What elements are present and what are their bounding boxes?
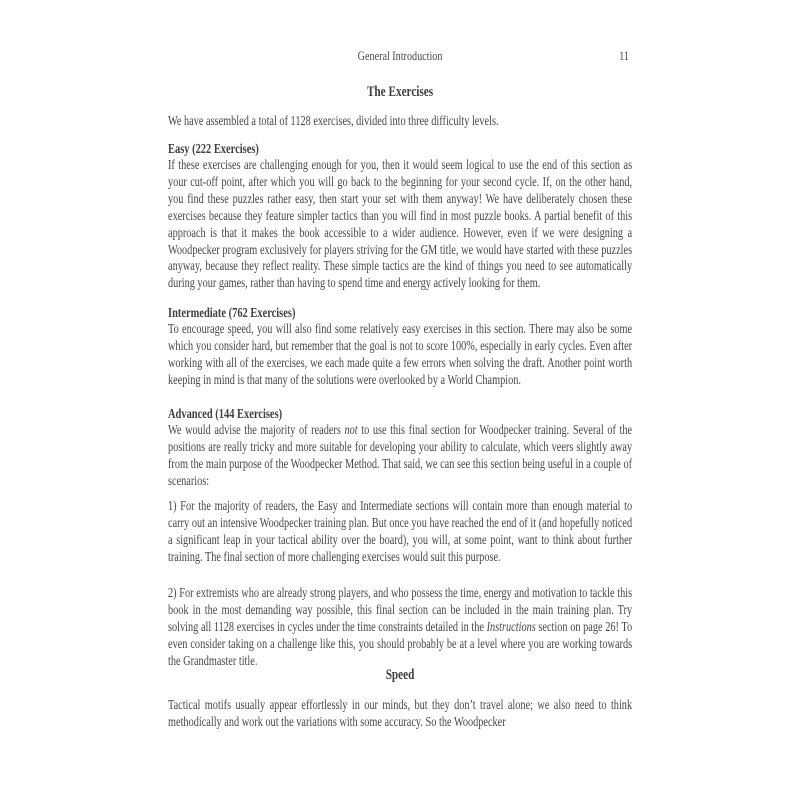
advanced-italic-word: not (344, 422, 358, 437)
section-title: The Exercises (366, 84, 434, 100)
page-number: 11 (619, 48, 629, 63)
advanced-paragraph (168, 422, 632, 490)
text-column (168, 0, 632, 800)
advanced-text-2: to use this final section for Woodpecker training. Several of the positions are really tricky and more suitable for developing your ability to calculate, which veers slightly away from the main purpose of the Woodpecker Method. That said, we can see this section being useful in a couple of scenarios: (168, 422, 633, 488)
scenario-2-italic-word: Instructions (486, 618, 536, 634)
scenario-2-paragraph (168, 585, 632, 670)
scenario-2-text-2: section on page 26! To even consider taking on a challenge like this, you should probably be at a level where you are working towards the Grandmaster title. (168, 618, 633, 668)
intermediate-paragraph: To encourage speed, you will also find some relatively easy exercises in this section. There may also be some which you consider hard, but remember that the goal is not to score 100%, especially in early cycles. Even after working with all of the exercises, we each made quite a few errors when solving the draft. Another point worth keeping in mind is that many of the solutions were overlooked by a World Champion. (168, 321, 633, 387)
easy-paragraph: If these exercises are challenging enough for you, then it would seem logical to use the end of this section as your cut-off point, after which you will go back to the beginning for your second cycle. If, on the other hand, you find these puzzles rather easy, then start your set with them anyway! We have deliberately chosen these exercises because they feature simpler tactics than you will find in most puzzle books. A partial benefit of this approach is that it makes the book accessible to a wider audience. However, even if we were designing a Woodpecker program exclusively for players striving for the GM title, we would have started with these puzzles anyway, because they reflect reality. These simple tactics are the kind of things you need to see automatically during your games, rather than having to spend time and energy actively looking for them. (168, 157, 633, 291)
easy-heading: Easy (222 Exercises) (168, 141, 259, 156)
intro-paragraph: We have assembled a total of 1128 exercises, divided into three difficulty levels. (168, 113, 499, 128)
scenario-2-text-1: 2) For extremists who are already strong players, and who possess the time, energy and motivation to tackle this book in the most demanding way possible, this final section can be included in the main training plan. Try solving all 1128 exercises in cycles under the time constraints detailed in the (168, 585, 633, 634)
running-title: General Introduction (357, 48, 443, 63)
speed-paragraph: Tactical motifs usually appear effortlessly in our minds, but they don’t travel alone; we also need to think methodically and work out the variations with some accuracy. So the Woodpecker (168, 697, 633, 729)
speed-heading: Speed (385, 667, 415, 683)
running-header (168, 47, 632, 64)
intermediate-heading: Intermediate (762 Exercises) (168, 305, 296, 320)
advanced-text-1: We would advise the majority of readers (168, 422, 345, 437)
scenario-1-paragraph: 1) For the majority of readers, the Easy and Intermediate sections will contain more than enough material to carry out an intensive Woodpecker training plan. But once you have reached the end of it (and hopefully noticed a significant leap in your tactical ability over the board), you will, at some point, want to think about further training. The final section of more challenging exercises would suit this purpose. (168, 498, 633, 564)
advanced-heading: Advanced (144 Exercises) (168, 406, 283, 421)
